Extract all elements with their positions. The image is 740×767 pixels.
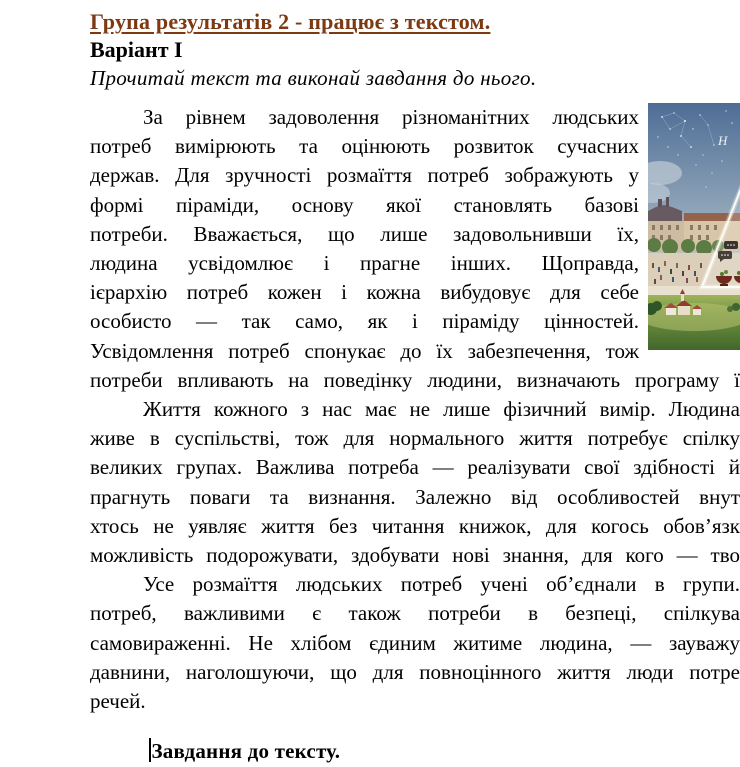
text-line[interactable]: ієрархію потреб кожен і кожна вибудовує для себе [90, 280, 639, 305]
text-line[interactable]: потреби впливають на поведінку людини, визначають програму ї [90, 367, 740, 392]
text-line[interactable]: За рівнем задоволення різноманітних людських [143, 105, 639, 129]
text-line[interactable]: людина усвідомлює і прагне інших. Щоправда, [90, 251, 639, 276]
text-line[interactable]: самовираженні. Не хлібом єдиним житиме людина, — зауважу [90, 630, 740, 655]
text-line[interactable]: можливість подорожувати, здобувати нові знання, для кого — тво [90, 543, 740, 568]
section-heading[interactable]: Група результатів 2 - працює з текстом. [90, 9, 491, 34]
reading-text[interactable] [90, 103, 740, 716]
caption-letter: Н [718, 133, 728, 148]
text-line[interactable]: Життя кожного з нас має не лише фізичний вимір. Людина [143, 397, 740, 422]
text-line[interactable]: потреб вимірюють та оцінюють розвиток сучасних [90, 134, 639, 159]
text-line[interactable]: хтось не уявляє життя без читання книжок, для когось обов’язк [90, 513, 740, 538]
text-line[interactable]: формі піраміди, основу якої становлять базові [90, 192, 639, 217]
text-line[interactable]: особисто — так само, як і піраміду цінностей. [90, 309, 639, 334]
text-line[interactable]: давнини, наголошуючи, що для повноцінного життя люди потре [90, 659, 740, 684]
task-heading[interactable]: Завдання до тексту. [151, 739, 341, 764]
variant-title[interactable]: Варіант І [90, 37, 183, 62]
text-line[interactable]: Усе розмаїття людських потреб учені об’єднали в групи. [143, 572, 740, 597]
text-line[interactable]: великих групах. Важлива потреба — реалізувати свої здібності й [90, 455, 740, 480]
instruction-line[interactable]: Прочитай текст та виконай завдання до нього. [90, 66, 537, 90]
text-line[interactable]: держав. Для зручності розмаїття потреб зображують у [90, 163, 639, 188]
text-line[interactable]: прагнуть поваги та визнання. Залежно від особливостей внут [90, 484, 740, 509]
document-content [90, 0, 740, 766]
text-line[interactable]: Усвідомлення потреб спонукає до їх забезпечення, тож [90, 338, 639, 363]
text-line[interactable]: живе в суспільстві, тож для нормального життя потребує спілку [90, 426, 740, 451]
task-heading-row [90, 737, 740, 766]
text-line[interactable]: речей. [90, 689, 146, 714]
text-line[interactable]: потреби. Вважається, що лише задовольнивши їх, [90, 221, 639, 246]
text-cursor [149, 738, 151, 762]
illustration-image[interactable] [648, 103, 740, 350]
text-line[interactable]: потреб, важливими є також потреби в безпеці, спілкува [90, 601, 740, 626]
